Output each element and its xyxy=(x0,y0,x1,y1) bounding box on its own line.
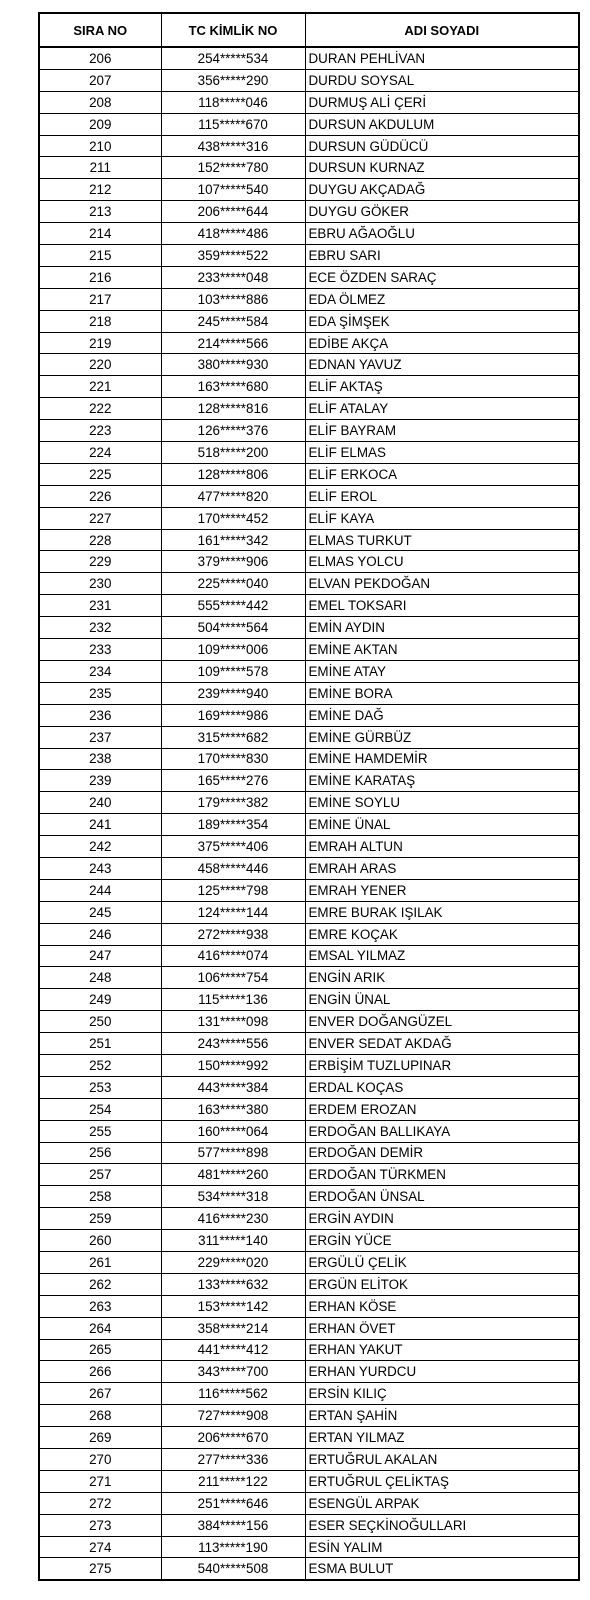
table-row xyxy=(39,310,579,332)
table-row xyxy=(39,836,579,858)
table-row xyxy=(39,989,579,1011)
cell-tc-kimlik-no: 239*****940 xyxy=(161,682,305,704)
cell-sira-no: 267 xyxy=(39,1383,161,1405)
cell-adi-soyadi: EMİNE HAMDEMİR xyxy=(305,748,579,770)
cell-tc-kimlik-no: 518*****200 xyxy=(161,442,305,464)
cell-adi-soyadi: ERGİN AYDIN xyxy=(305,1208,579,1230)
table-row xyxy=(39,682,579,704)
cell-tc-kimlik-no: 245*****584 xyxy=(161,310,305,332)
table-row xyxy=(39,945,579,967)
cell-sira-no: 252 xyxy=(39,1054,161,1076)
cell-tc-kimlik-no: 251*****646 xyxy=(161,1492,305,1514)
cell-sira-no: 207 xyxy=(39,69,161,91)
cell-tc-kimlik-no: 504*****564 xyxy=(161,617,305,639)
cell-adi-soyadi: ERBİŞİM TUZLUPINAR xyxy=(305,1054,579,1076)
table-row xyxy=(39,376,579,398)
table-row xyxy=(39,1427,579,1449)
cell-sira-no: 224 xyxy=(39,442,161,464)
table-row xyxy=(39,1514,579,1536)
table-row xyxy=(39,201,579,223)
table-row xyxy=(39,1120,579,1142)
cell-adi-soyadi: ERDOĞAN TÜRKMEN xyxy=(305,1164,579,1186)
cell-adi-soyadi: ESER SEÇKİNOĞULLARI xyxy=(305,1514,579,1536)
cell-tc-kimlik-no: 163*****380 xyxy=(161,1098,305,1120)
cell-sira-no: 257 xyxy=(39,1164,161,1186)
cell-sira-no: 256 xyxy=(39,1142,161,1164)
cell-adi-soyadi: ERHAN ÖVET xyxy=(305,1317,579,1339)
cell-tc-kimlik-no: 540*****508 xyxy=(161,1558,305,1580)
cell-sira-no: 273 xyxy=(39,1514,161,1536)
table-row xyxy=(39,573,579,595)
cell-adi-soyadi: EMİN AYDIN xyxy=(305,617,579,639)
cell-tc-kimlik-no: 243*****556 xyxy=(161,1033,305,1055)
cell-sira-no: 246 xyxy=(39,923,161,945)
cell-tc-kimlik-no: 125*****798 xyxy=(161,879,305,901)
table-row xyxy=(39,157,579,179)
cell-tc-kimlik-no: 277*****336 xyxy=(161,1449,305,1471)
cell-adi-soyadi: ERHAN YURDCU xyxy=(305,1361,579,1383)
column-header-sira-no: SIRA NO xyxy=(39,13,161,47)
cell-adi-soyadi: ERTUĞRUL AKALAN xyxy=(305,1449,579,1471)
cell-sira-no: 241 xyxy=(39,814,161,836)
table-row xyxy=(39,814,579,836)
cell-adi-soyadi: DURSUN AKDULUM xyxy=(305,113,579,135)
cell-sira-no: 234 xyxy=(39,660,161,682)
cell-adi-soyadi: ENGİN ÜNAL xyxy=(305,989,579,1011)
table-header xyxy=(39,13,579,47)
table-row xyxy=(39,639,579,661)
cell-adi-soyadi: ENVER SEDAT AKDAĞ xyxy=(305,1033,579,1055)
table-row xyxy=(39,1470,579,1492)
cell-adi-soyadi: ESMA BULUT xyxy=(305,1558,579,1580)
table-row xyxy=(39,91,579,113)
cell-tc-kimlik-no: 115*****136 xyxy=(161,989,305,1011)
cell-adi-soyadi: DURSUN GÜDÜCÜ xyxy=(305,135,579,157)
table-row xyxy=(39,1054,579,1076)
cell-adi-soyadi: EMİNE KARATAŞ xyxy=(305,770,579,792)
cell-sira-no: 240 xyxy=(39,792,161,814)
cell-tc-kimlik-no: 128*****816 xyxy=(161,398,305,420)
cell-tc-kimlik-no: 225*****040 xyxy=(161,573,305,595)
table-row xyxy=(39,1011,579,1033)
table-row xyxy=(39,1449,579,1471)
cell-sira-no: 251 xyxy=(39,1033,161,1055)
cell-sira-no: 229 xyxy=(39,551,161,573)
cell-adi-soyadi: ERDOĞAN BALLIKAYA xyxy=(305,1120,579,1142)
table-row xyxy=(39,792,579,814)
table-row xyxy=(39,485,579,507)
cell-adi-soyadi: DURAN PEHLİVAN xyxy=(305,47,579,69)
cell-adi-soyadi: EBRU AĞAOĞLU xyxy=(305,223,579,245)
participant-table xyxy=(38,12,580,1581)
cell-tc-kimlik-no: 233*****048 xyxy=(161,266,305,288)
cell-tc-kimlik-no: 133*****632 xyxy=(161,1273,305,1295)
cell-tc-kimlik-no: 163*****680 xyxy=(161,376,305,398)
cell-tc-kimlik-no: 124*****144 xyxy=(161,901,305,923)
cell-sira-no: 231 xyxy=(39,595,161,617)
table-row xyxy=(39,398,579,420)
cell-sira-no: 264 xyxy=(39,1317,161,1339)
cell-tc-kimlik-no: 170*****830 xyxy=(161,748,305,770)
cell-adi-soyadi: EMSAL YILMAZ xyxy=(305,945,579,967)
table-row xyxy=(39,1383,579,1405)
cell-tc-kimlik-no: 179*****382 xyxy=(161,792,305,814)
table-row xyxy=(39,463,579,485)
cell-tc-kimlik-no: 152*****780 xyxy=(161,157,305,179)
cell-adi-soyadi: ERDOĞAN DEMİR xyxy=(305,1142,579,1164)
table-row xyxy=(39,1076,579,1098)
cell-tc-kimlik-no: 534*****318 xyxy=(161,1186,305,1208)
cell-sira-no: 230 xyxy=(39,573,161,595)
cell-tc-kimlik-no: 160*****064 xyxy=(161,1120,305,1142)
cell-tc-kimlik-no: 356*****290 xyxy=(161,69,305,91)
table-row xyxy=(39,1339,579,1361)
cell-adi-soyadi: DUYGU AKÇADAĞ xyxy=(305,179,579,201)
cell-adi-soyadi: ELİF ELMAS xyxy=(305,442,579,464)
cell-adi-soyadi: ERHAN YAKUT xyxy=(305,1339,579,1361)
cell-adi-soyadi: ERGİN YÜCE xyxy=(305,1230,579,1252)
table-row xyxy=(39,1164,579,1186)
table-row xyxy=(39,1405,579,1427)
cell-tc-kimlik-no: 555*****442 xyxy=(161,595,305,617)
cell-tc-kimlik-no: 128*****806 xyxy=(161,463,305,485)
cell-adi-soyadi: EMİNE SOYLU xyxy=(305,792,579,814)
cell-tc-kimlik-no: 443*****384 xyxy=(161,1076,305,1098)
cell-sira-no: 260 xyxy=(39,1230,161,1252)
table-row xyxy=(39,529,579,551)
cell-sira-no: 228 xyxy=(39,529,161,551)
cell-sira-no: 211 xyxy=(39,157,161,179)
cell-sira-no: 237 xyxy=(39,726,161,748)
cell-sira-no: 239 xyxy=(39,770,161,792)
cell-sira-no: 249 xyxy=(39,989,161,1011)
cell-adi-soyadi: EMRAH ARAS xyxy=(305,857,579,879)
cell-sira-no: 271 xyxy=(39,1470,161,1492)
table-row xyxy=(39,135,579,157)
cell-sira-no: 253 xyxy=(39,1076,161,1098)
cell-tc-kimlik-no: 153*****142 xyxy=(161,1295,305,1317)
cell-sira-no: 250 xyxy=(39,1011,161,1033)
cell-adi-soyadi: EDİBE AKÇA xyxy=(305,332,579,354)
cell-sira-no: 227 xyxy=(39,507,161,529)
cell-adi-soyadi: EMRE BURAK IŞILAK xyxy=(305,901,579,923)
cell-sira-no: 238 xyxy=(39,748,161,770)
table-row xyxy=(39,1098,579,1120)
cell-adi-soyadi: ELİF BAYRAM xyxy=(305,420,579,442)
cell-sira-no: 244 xyxy=(39,879,161,901)
table-row xyxy=(39,1317,579,1339)
header-row xyxy=(39,13,579,47)
cell-adi-soyadi: EMİNE GÜRBÜZ xyxy=(305,726,579,748)
cell-tc-kimlik-no: 254*****534 xyxy=(161,47,305,69)
cell-adi-soyadi: ELVAN PEKDOĞAN xyxy=(305,573,579,595)
cell-adi-soyadi: EMRAH YENER xyxy=(305,879,579,901)
cell-sira-no: 215 xyxy=(39,245,161,267)
cell-sira-no: 255 xyxy=(39,1120,161,1142)
table-row xyxy=(39,245,579,267)
cell-sira-no: 233 xyxy=(39,639,161,661)
cell-tc-kimlik-no: 206*****644 xyxy=(161,201,305,223)
cell-tc-kimlik-no: 441*****412 xyxy=(161,1339,305,1361)
cell-adi-soyadi: EDA ÖLMEZ xyxy=(305,288,579,310)
cell-adi-soyadi: DUYGU GÖKER xyxy=(305,201,579,223)
table-row xyxy=(39,266,579,288)
cell-sira-no: 226 xyxy=(39,485,161,507)
cell-sira-no: 247 xyxy=(39,945,161,967)
cell-adi-soyadi: EMİNE DAĞ xyxy=(305,704,579,726)
table-row xyxy=(39,354,579,376)
cell-sira-no: 235 xyxy=(39,682,161,704)
cell-tc-kimlik-no: 384*****156 xyxy=(161,1514,305,1536)
table-row xyxy=(39,1536,579,1558)
cell-sira-no: 242 xyxy=(39,836,161,858)
cell-adi-soyadi: EMEL TOKSARI xyxy=(305,595,579,617)
cell-sira-no: 274 xyxy=(39,1536,161,1558)
cell-tc-kimlik-no: 359*****522 xyxy=(161,245,305,267)
cell-sira-no: 208 xyxy=(39,91,161,113)
cell-tc-kimlik-no: 375*****406 xyxy=(161,836,305,858)
cell-tc-kimlik-no: 481*****260 xyxy=(161,1164,305,1186)
cell-sira-no: 263 xyxy=(39,1295,161,1317)
cell-sira-no: 248 xyxy=(39,967,161,989)
cell-tc-kimlik-no: 161*****342 xyxy=(161,529,305,551)
table-row xyxy=(39,551,579,573)
table-row xyxy=(39,1208,579,1230)
cell-sira-no: 272 xyxy=(39,1492,161,1514)
cell-sira-no: 221 xyxy=(39,376,161,398)
cell-adi-soyadi: ELİF ATALAY xyxy=(305,398,579,420)
cell-adi-soyadi: ERTAN YILMAZ xyxy=(305,1427,579,1449)
cell-sira-no: 269 xyxy=(39,1427,161,1449)
cell-sira-no: 212 xyxy=(39,179,161,201)
table-row xyxy=(39,901,579,923)
cell-adi-soyadi: ELİF AKTAŞ xyxy=(305,376,579,398)
table-row xyxy=(39,726,579,748)
cell-sira-no: 270 xyxy=(39,1449,161,1471)
table-row xyxy=(39,1361,579,1383)
cell-tc-kimlik-no: 315*****682 xyxy=(161,726,305,748)
cell-adi-soyadi: ERHAN KÖSE xyxy=(305,1295,579,1317)
cell-adi-soyadi: EDNAN YAVUZ xyxy=(305,354,579,376)
cell-adi-soyadi: ERTAN ŞAHİN xyxy=(305,1405,579,1427)
cell-sira-no: 209 xyxy=(39,113,161,135)
cell-sira-no: 218 xyxy=(39,310,161,332)
cell-tc-kimlik-no: 115*****670 xyxy=(161,113,305,135)
cell-sira-no: 262 xyxy=(39,1273,161,1295)
cell-adi-soyadi: ENVER DOĞANGÜZEL xyxy=(305,1011,579,1033)
table-row xyxy=(39,1142,579,1164)
cell-adi-soyadi: ERGÜN ELİTOK xyxy=(305,1273,579,1295)
cell-tc-kimlik-no: 107*****540 xyxy=(161,179,305,201)
cell-tc-kimlik-no: 416*****074 xyxy=(161,945,305,967)
cell-sira-no: 219 xyxy=(39,332,161,354)
cell-sira-no: 223 xyxy=(39,420,161,442)
cell-sira-no: 217 xyxy=(39,288,161,310)
cell-sira-no: 254 xyxy=(39,1098,161,1120)
table-row xyxy=(39,923,579,945)
cell-tc-kimlik-no: 458*****446 xyxy=(161,857,305,879)
cell-tc-kimlik-no: 131*****098 xyxy=(161,1011,305,1033)
cell-tc-kimlik-no: 727*****908 xyxy=(161,1405,305,1427)
cell-tc-kimlik-no: 214*****566 xyxy=(161,332,305,354)
cell-sira-no: 266 xyxy=(39,1361,161,1383)
table-row xyxy=(39,113,579,135)
cell-adi-soyadi: ERDOĞAN ÜNSAL xyxy=(305,1186,579,1208)
cell-adi-soyadi: EDA ŞİMŞEK xyxy=(305,310,579,332)
cell-adi-soyadi: ELMAS TURKUT xyxy=(305,529,579,551)
cell-tc-kimlik-no: 379*****906 xyxy=(161,551,305,573)
cell-tc-kimlik-no: 170*****452 xyxy=(161,507,305,529)
cell-adi-soyadi: ELMAS YOLCU xyxy=(305,551,579,573)
table-row xyxy=(39,69,579,91)
table-row xyxy=(39,1295,579,1317)
table-row xyxy=(39,857,579,879)
table-row xyxy=(39,748,579,770)
table-row xyxy=(39,442,579,464)
table-row xyxy=(39,617,579,639)
cell-adi-soyadi: ERTUĞRUL ÇELİKTAŞ xyxy=(305,1470,579,1492)
cell-tc-kimlik-no: 416*****230 xyxy=(161,1208,305,1230)
cell-sira-no: 261 xyxy=(39,1251,161,1273)
column-header-adi-soyadi: ADI SOYADI xyxy=(305,13,579,47)
table-row xyxy=(39,967,579,989)
cell-tc-kimlik-no: 116*****562 xyxy=(161,1383,305,1405)
cell-tc-kimlik-no: 380*****930 xyxy=(161,354,305,376)
cell-sira-no: 259 xyxy=(39,1208,161,1230)
cell-sira-no: 265 xyxy=(39,1339,161,1361)
cell-tc-kimlik-no: 477*****820 xyxy=(161,485,305,507)
table-row xyxy=(39,1273,579,1295)
table-row xyxy=(39,1230,579,1252)
table-row xyxy=(39,223,579,245)
cell-tc-kimlik-no: 343*****700 xyxy=(161,1361,305,1383)
cell-tc-kimlik-no: 109*****578 xyxy=(161,660,305,682)
cell-sira-no: 236 xyxy=(39,704,161,726)
cell-tc-kimlik-no: 169*****986 xyxy=(161,704,305,726)
cell-tc-kimlik-no: 577*****898 xyxy=(161,1142,305,1164)
table-row xyxy=(39,179,579,201)
cell-tc-kimlik-no: 272*****938 xyxy=(161,923,305,945)
table-row xyxy=(39,1492,579,1514)
cell-sira-no: 232 xyxy=(39,617,161,639)
cell-adi-soyadi: EMRE KOÇAK xyxy=(305,923,579,945)
table-row xyxy=(39,507,579,529)
cell-adi-soyadi: ESENGÜL ARPAK xyxy=(305,1492,579,1514)
cell-sira-no: 275 xyxy=(39,1558,161,1580)
cell-adi-soyadi: ERGÜLÜ ÇELİK xyxy=(305,1251,579,1273)
cell-tc-kimlik-no: 109*****006 xyxy=(161,639,305,661)
cell-sira-no: 245 xyxy=(39,901,161,923)
cell-adi-soyadi: ESİN YALIM xyxy=(305,1536,579,1558)
table-row xyxy=(39,1033,579,1055)
cell-sira-no: 216 xyxy=(39,266,161,288)
cell-tc-kimlik-no: 150*****992 xyxy=(161,1054,305,1076)
table-row xyxy=(39,1558,579,1580)
cell-tc-kimlik-no: 229*****020 xyxy=(161,1251,305,1273)
cell-tc-kimlik-no: 118*****046 xyxy=(161,91,305,113)
table-row xyxy=(39,332,579,354)
cell-adi-soyadi: ECE ÖZDEN SARAÇ xyxy=(305,266,579,288)
cell-adi-soyadi: ERDAL KOÇAS xyxy=(305,1076,579,1098)
table-row xyxy=(39,420,579,442)
cell-sira-no: 222 xyxy=(39,398,161,420)
cell-tc-kimlik-no: 438*****316 xyxy=(161,135,305,157)
cell-sira-no: 258 xyxy=(39,1186,161,1208)
cell-sira-no: 206 xyxy=(39,47,161,69)
cell-adi-soyadi: ELİF ERKOCA xyxy=(305,463,579,485)
cell-sira-no: 225 xyxy=(39,463,161,485)
table-row xyxy=(39,1251,579,1273)
cell-sira-no: 213 xyxy=(39,201,161,223)
cell-tc-kimlik-no: 358*****214 xyxy=(161,1317,305,1339)
cell-adi-soyadi: ERDEM EROZAN xyxy=(305,1098,579,1120)
cell-sira-no: 268 xyxy=(39,1405,161,1427)
table-row xyxy=(39,288,579,310)
cell-adi-soyadi: ERSİN KILIÇ xyxy=(305,1383,579,1405)
cell-adi-soyadi: EBRU SARI xyxy=(305,245,579,267)
cell-tc-kimlik-no: 103*****886 xyxy=(161,288,305,310)
table-row xyxy=(39,47,579,69)
table-body xyxy=(39,47,579,1580)
table-row xyxy=(39,770,579,792)
cell-sira-no: 220 xyxy=(39,354,161,376)
cell-adi-soyadi: DURMUŞ ALİ ÇERİ xyxy=(305,91,579,113)
cell-adi-soyadi: EMİNE BORA xyxy=(305,682,579,704)
cell-adi-soyadi: EMRAH ALTUN xyxy=(305,836,579,858)
cell-sira-no: 243 xyxy=(39,857,161,879)
cell-tc-kimlik-no: 311*****140 xyxy=(161,1230,305,1252)
cell-sira-no: 214 xyxy=(39,223,161,245)
cell-adi-soyadi: EMİNE AKTAN xyxy=(305,639,579,661)
cell-tc-kimlik-no: 106*****754 xyxy=(161,967,305,989)
table-row xyxy=(39,1186,579,1208)
cell-tc-kimlik-no: 206*****670 xyxy=(161,1427,305,1449)
cell-adi-soyadi: EMİNE ATAY xyxy=(305,660,579,682)
column-header-tc-kimlik-no: TC KİMLİK NO xyxy=(161,13,305,47)
table-row xyxy=(39,660,579,682)
cell-adi-soyadi: ENGİN ARIK xyxy=(305,967,579,989)
cell-tc-kimlik-no: 211*****122 xyxy=(161,1470,305,1492)
cell-tc-kimlik-no: 113*****190 xyxy=(161,1536,305,1558)
table-row xyxy=(39,879,579,901)
cell-sira-no: 210 xyxy=(39,135,161,157)
cell-adi-soyadi: EMİNE ÜNAL xyxy=(305,814,579,836)
cell-adi-soyadi: DURSUN KURNAZ xyxy=(305,157,579,179)
table-row xyxy=(39,595,579,617)
cell-tc-kimlik-no: 189*****354 xyxy=(161,814,305,836)
cell-tc-kimlik-no: 418*****486 xyxy=(161,223,305,245)
table-row xyxy=(39,704,579,726)
cell-adi-soyadi: ELİF KAYA xyxy=(305,507,579,529)
cell-adi-soyadi: ELİF EROL xyxy=(305,485,579,507)
cell-tc-kimlik-no: 126*****376 xyxy=(161,420,305,442)
cell-adi-soyadi: DURDU SOYSAL xyxy=(305,69,579,91)
cell-tc-kimlik-no: 165*****276 xyxy=(161,770,305,792)
